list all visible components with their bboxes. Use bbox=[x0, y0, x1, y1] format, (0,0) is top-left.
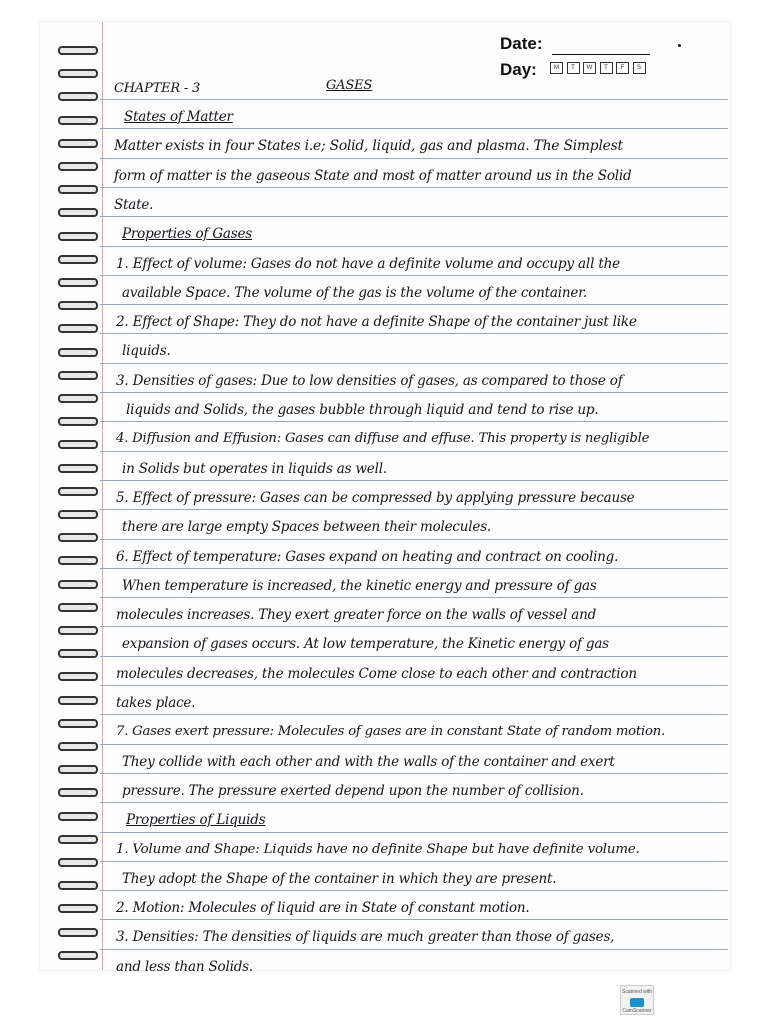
spiral-ring bbox=[58, 928, 98, 937]
ruled-line bbox=[100, 99, 728, 100]
spiral-ring bbox=[58, 46, 98, 55]
ruled-line bbox=[100, 539, 728, 540]
day-box[interactable]: S bbox=[633, 62, 646, 74]
note-line: They adopt the Shape of the container in which they are present. bbox=[122, 870, 557, 887]
spiral-ring bbox=[58, 208, 98, 217]
spiral-ring bbox=[58, 116, 98, 125]
ruled-line bbox=[100, 509, 728, 510]
ruled-line bbox=[100, 656, 728, 657]
ruled-line bbox=[100, 216, 728, 217]
note-line: expansion of gases occurs. At low temperature, the Kinetic energy of gas bbox=[122, 636, 609, 653]
spiral-ring bbox=[58, 185, 98, 194]
ruled-line bbox=[100, 158, 728, 159]
note-line: 1. Effect of volume: Gases do not have a definite volume and occupy all the bbox=[116, 255, 621, 272]
ruled-line bbox=[100, 128, 728, 129]
spiral-ring bbox=[58, 672, 98, 681]
ruled-line bbox=[100, 275, 728, 276]
ruled-line bbox=[100, 685, 728, 686]
ruled-line bbox=[100, 919, 728, 920]
chapter-heading: CHAPTER - 3 bbox=[114, 81, 201, 96]
spiral-ring bbox=[58, 904, 98, 913]
spiral-ring bbox=[58, 255, 98, 264]
spiral-ring bbox=[58, 881, 98, 890]
spiral-ring bbox=[58, 533, 98, 542]
ruled-line bbox=[100, 626, 728, 627]
day-box[interactable]: W bbox=[583, 62, 596, 74]
note-line: 4. Diffusion and Effusion: Gases can diffuse and effuse. This property is negligible bbox=[116, 431, 650, 447]
note-line: in Solids but operates in liquids as well. bbox=[122, 460, 387, 477]
note-line: molecules decreases, the molecules Come close to each other and contraction bbox=[116, 665, 637, 682]
ruled-line bbox=[100, 480, 728, 481]
ruled-line bbox=[100, 246, 728, 247]
day-box[interactable]: M bbox=[550, 62, 563, 74]
ruled-line bbox=[100, 802, 728, 803]
ruled-line bbox=[100, 714, 728, 715]
spiral-ring bbox=[58, 348, 98, 357]
spiral-ring bbox=[58, 858, 98, 867]
margin-line bbox=[102, 22, 103, 970]
note-line: there are large empty Spaces between their molecules. bbox=[122, 519, 492, 536]
spiral-ring bbox=[58, 232, 98, 241]
note-line: 5. Effect of pressure: Gases can be compressed by applying pressure because bbox=[116, 489, 635, 506]
note-line: State. bbox=[114, 196, 154, 213]
spiral-ring bbox=[58, 719, 98, 728]
spiral-ring bbox=[58, 696, 98, 705]
scanner-badge-line2: CamScanner bbox=[622, 1008, 652, 1014]
note-line: They collide with each other and with the walls of the container and exert bbox=[122, 753, 615, 770]
ruled-line bbox=[100, 451, 728, 452]
spiral-ring bbox=[58, 394, 98, 403]
ruled-line bbox=[100, 304, 728, 305]
ruled-line bbox=[100, 568, 728, 569]
note-line: molecules increases. They exert greater force on the walls of vessel and bbox=[116, 607, 597, 624]
spiral-ring bbox=[58, 951, 98, 960]
ruled-line bbox=[100, 363, 728, 364]
spiral-ring bbox=[58, 487, 98, 496]
page-title: GASES bbox=[326, 78, 373, 93]
ruled-line bbox=[100, 832, 728, 833]
spiral-ring bbox=[58, 580, 98, 589]
note-line: pressure. The pressure exerted depend upon the number of collision. bbox=[122, 782, 584, 799]
note-line: liquids and Solids, the gases bubble through liquid and tend to rise up. bbox=[126, 402, 599, 418]
section-heading: Properties of Gases bbox=[122, 226, 252, 243]
spiral-ring bbox=[58, 417, 98, 426]
scanner-logo-icon bbox=[630, 998, 644, 1007]
spiral-ring bbox=[58, 626, 98, 635]
note-line: Matter exists in four States i.e; Solid, liquid, gas and plasma. The Simplest bbox=[114, 138, 623, 155]
note-line: 1. Volume and Shape: Liquids have no definite Shape but have definite volume. bbox=[116, 841, 640, 857]
spiral-ring bbox=[58, 510, 98, 519]
spiral-ring bbox=[58, 603, 98, 612]
note-line: 3. Densities: The densities of liquids are much greater than those of gases, bbox=[116, 929, 615, 946]
date-field-line bbox=[552, 54, 650, 55]
spiral-ring bbox=[58, 324, 98, 333]
spiral-ring bbox=[58, 765, 98, 774]
ruled-line bbox=[100, 333, 728, 334]
spiral-ring bbox=[58, 92, 98, 101]
note-line: takes place. bbox=[116, 695, 196, 711]
decorative-dot bbox=[678, 44, 681, 47]
spiral-ring bbox=[58, 162, 98, 171]
ruled-line bbox=[100, 949, 728, 950]
day-box[interactable]: F bbox=[616, 62, 629, 74]
spiral-ring bbox=[58, 440, 98, 449]
spiral-ring bbox=[58, 371, 98, 380]
note-line: 2. Effect of Shape: They do not have a definite Shape of the container just like bbox=[116, 314, 637, 331]
spiral-ring bbox=[58, 69, 98, 78]
section-heading: Properties of Liquids bbox=[126, 812, 266, 829]
day-label: Day: bbox=[500, 60, 537, 79]
spiral-ring bbox=[58, 556, 98, 565]
ruled-line bbox=[100, 421, 728, 422]
spiral-ring bbox=[58, 742, 98, 751]
note-line: 3. Densities of gases: Due to low densities of gases, as compared to those of bbox=[116, 372, 623, 389]
ruled-line bbox=[100, 890, 728, 891]
ruled-line bbox=[100, 861, 728, 862]
spiral-ring bbox=[58, 812, 98, 821]
ruled-line bbox=[100, 392, 728, 393]
spiral-ring bbox=[58, 301, 98, 310]
date-label: Date: bbox=[500, 34, 543, 53]
spiral-ring bbox=[58, 464, 98, 473]
section-heading: States of Matter bbox=[124, 109, 233, 125]
note-line: When temperature is increased, the kinetic energy and pressure of gas bbox=[122, 577, 597, 594]
note-line: 6. Effect of temperature: Gases expand on heating and contract on cooling. bbox=[116, 548, 619, 565]
spiral-ring bbox=[58, 835, 98, 844]
note-line: and less than Solids. bbox=[116, 958, 253, 975]
ruled-line bbox=[100, 597, 728, 598]
scanner-badge bbox=[620, 985, 654, 1015]
ruled-line bbox=[100, 187, 728, 188]
note-line: available Space. The volume of the gas is the volume of the container. bbox=[122, 284, 587, 301]
note-line: liquids. bbox=[122, 343, 171, 360]
day-box[interactable]: T bbox=[600, 62, 613, 74]
note-line: 7. Gases exert pressure: Molecules of gases are in constant State of random motion. bbox=[116, 724, 666, 740]
note-line: form of matter is the gaseous State and most of matter around us in the Solid bbox=[114, 167, 632, 184]
spiral-ring bbox=[58, 139, 98, 148]
note-line: 2. Motion: Molecules of liquid are in State of constant motion. bbox=[116, 900, 530, 917]
spiral-ring bbox=[58, 788, 98, 797]
day-box[interactable]: T bbox=[567, 62, 580, 74]
scanner-badge-line1: Scanned with bbox=[621, 989, 653, 995]
ruled-line bbox=[100, 773, 728, 774]
spiral-ring bbox=[58, 649, 98, 658]
ruled-line bbox=[100, 744, 728, 745]
spiral-ring bbox=[58, 278, 98, 287]
